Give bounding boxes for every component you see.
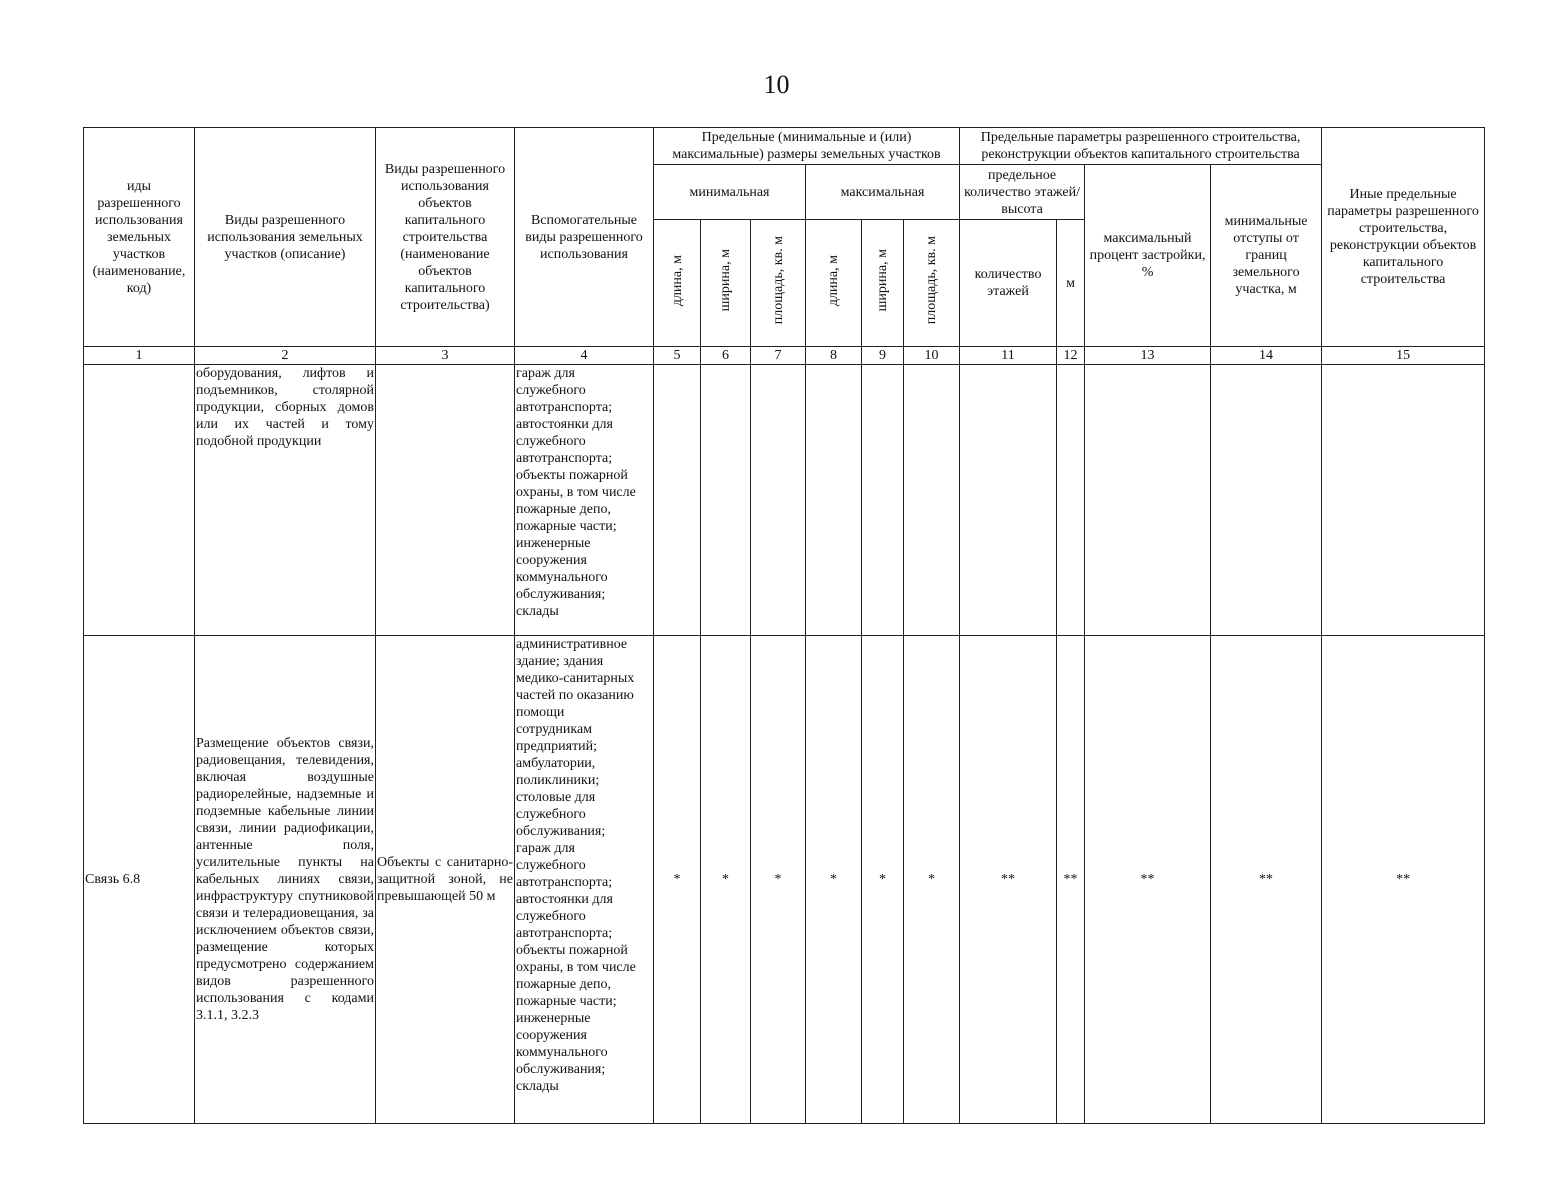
column-number: 7	[751, 347, 806, 365]
row-auxiliary-use: гараж для служебного автотранспорта; автостоянки для служебного автотранспорта; объекты пожарной охраны, в том числе пожарные депо, пожарные части; инженерные сооружения коммунального обслуживания; склады	[515, 365, 654, 636]
header-min-length: длина, м	[654, 220, 701, 347]
header-max-build-percent: максимальный процент застройки, %	[1085, 165, 1211, 347]
header-minimum: минимальная	[654, 165, 806, 220]
column-number: 9	[862, 347, 904, 365]
row-description: Размещение объектов связи, радиовещания, телевидения, включая воздушные радиорелейные, надземные и подземные кабельные линии связи, линии радиофикации, антенные поля, усилительные пункты на кабельных линиях связи, инфраструктуру спутниковой связи и телерадиовещания, за исключением объектов связи, размещение которых предусмотрено содержанием видов разрешенного использования с кодами 3.1.1, 3.2.3	[195, 636, 376, 1124]
column-number: 3	[376, 347, 515, 365]
cell-max-width: *	[862, 636, 904, 1124]
table-row	[84, 365, 1485, 636]
row-land-use-name	[84, 365, 195, 636]
column-number-row	[84, 347, 1485, 365]
header-construction-params: Предельные параметры разрешенного строительства, реконструкции объектов капитального строительства	[960, 128, 1322, 165]
column-number: 8	[806, 347, 862, 365]
column-number: 2	[195, 347, 376, 365]
column-number: 10	[904, 347, 960, 365]
header-maximum: максимальная	[806, 165, 960, 220]
column-number: 15	[1322, 347, 1485, 365]
header-auxiliary-use: Вспомогательные виды разрешенного использования	[515, 128, 654, 347]
column-number: 11	[960, 347, 1057, 365]
header-max-width: ширина, м	[862, 220, 904, 347]
cell-min-length: *	[654, 636, 701, 1124]
header-land-use-description: Виды разрешенного использования земельных участков (описание)	[195, 128, 376, 347]
column-number: 1	[84, 347, 195, 365]
column-number: 12	[1057, 347, 1085, 365]
cell-max-area: *	[904, 636, 960, 1124]
header-min-width: ширина, м	[701, 220, 751, 347]
column-number: 4	[515, 347, 654, 365]
cell-other-params: **	[1322, 636, 1485, 1124]
header-land-use-name: иды разрешенного использования земельных участков (наименование, код)	[84, 128, 195, 347]
cell-height-m: **	[1057, 636, 1085, 1124]
cell-min-area: *	[751, 636, 806, 1124]
header-plot-size-limits: Предельные (минимальные и (или) максимальные) размеры земельных участков	[654, 128, 960, 165]
table-row	[84, 636, 1485, 1124]
cell-min-offsets: **	[1211, 636, 1322, 1124]
header-other-params: Иные предельные параметры разрешенного строительства, реконструкции объектов капитального строительства	[1322, 128, 1485, 347]
header-min-offsets: минимальные отступы от границ земельного участка, м	[1211, 165, 1322, 347]
page-number: 10	[763, 70, 790, 99]
column-number: 6	[701, 347, 751, 365]
row-land-use-name: Связь 6.8	[84, 636, 195, 1124]
column-number: 5	[654, 347, 701, 365]
header-max-length: длина, м	[806, 220, 862, 347]
row-description: оборудования, лифтов и подъемников, столярной продукции, сборных домов или их частей и тому подобной продукции	[195, 365, 376, 636]
column-number: 13	[1085, 347, 1211, 365]
header-floors-count: количество этажей	[960, 220, 1057, 347]
header-meters: м	[1057, 220, 1085, 347]
row-capital-use	[376, 365, 515, 636]
header-floors-height: предельное количество этажей/высота	[960, 165, 1085, 220]
column-number: 14	[1211, 347, 1322, 365]
land-use-table	[83, 127, 1485, 1124]
cell-max-percent: **	[1085, 636, 1211, 1124]
header-min-area: площадь, кв. м	[751, 220, 806, 347]
cell-max-length: *	[806, 636, 862, 1124]
header-max-area: площадь, кв. м	[904, 220, 960, 347]
row-auxiliary-use: административное здание; здания медико-санитарных частей по оказанию помощи сотрудникам предприятий; амбулатории, поликлиники; столовые для служебного обслуживания; гараж для служебного автотранспорта; автостоянки для служебного автотранспорта; объекты пожарной охраны, в том числе пожарные депо, пожарные части; инженерные сооружения коммунального обслуживания; склады	[515, 636, 654, 1124]
cell-min-width: *	[701, 636, 751, 1124]
row-capital-use: Объекты с санитарно-защитной зоной, не превышающей 50 м	[376, 636, 515, 1124]
cell-floors-count: **	[960, 636, 1057, 1124]
header-capital-construction-use: Виды разрешенного использования объектов капитального строительства (наименование объектов капитального строительства)	[376, 128, 515, 347]
